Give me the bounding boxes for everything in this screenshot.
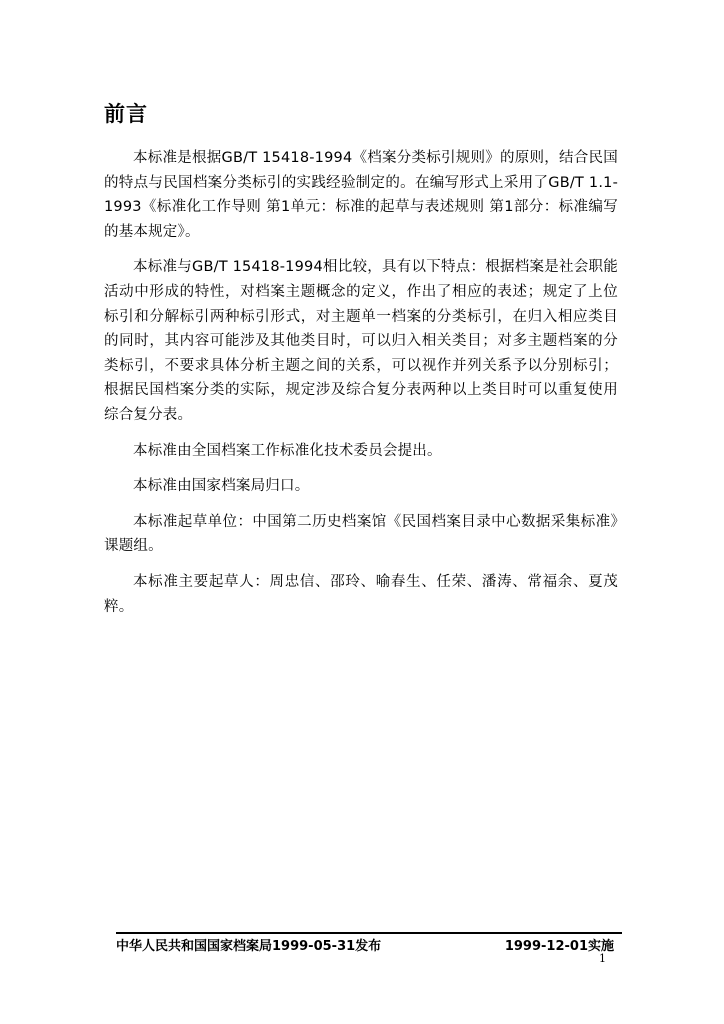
paragraph-drafters: 本标准主要起草人：周忠信、邵玲、喻春生、任荣、潘涛、常福余、夏茂粹。 bbox=[104, 573, 618, 615]
paragraph-proposer: 本标准由全国档案工作标准化技术委员会提出。 bbox=[133, 442, 442, 459]
footer-effective-date: 1999-12-01实施 bbox=[504, 939, 614, 954]
paragraph-administrator: 本标准由国家档案局归口。 bbox=[133, 478, 310, 495]
document-heading: 前言 bbox=[104, 102, 148, 126]
footer-divider bbox=[116, 932, 622, 934]
paragraph-basis: 本标准是根据GB/T 15418-1994《档案分类标引规则》的原则，结合民国的特点与民国档案分类标引的实践经验制定的。在编写形式上采用了GB/T 1.1-1993《标准化工作导则 第1单元：标准的起草与表述规则 第1部分：标准编写的基本规定》。 bbox=[104, 150, 618, 240]
footer-issue-info: 中华人民共和国国家档案局1999-05-31发布 bbox=[116, 939, 382, 954]
paragraph-features: 本标准与GB/T 15418-1994相比较，具有以下特点：根据档案是社会职能活动中形成的特性，对档案主题概念的定义，作出了相应的表述；规定了上位标引和分解标引两种标引形式，对主题单一档案的分类标引，在归入相应类目的同时，其内容可能涉及其他类目时，可以归入相关类目；对多主题档案的分类标引，不要求具体分析主题之间的关系，可以视作并列关系予以分别标引；根据民国档案分类的实际，规定涉及综合复分表两种以上类目时可以重复使用综合复分表。 bbox=[104, 259, 618, 423]
document-body bbox=[104, 146, 618, 630]
page-number: 1 bbox=[599, 952, 606, 965]
paragraph-drafting-unit: 本标准起草单位：中国第二历史档案馆《民国档案目录中心数据采集标准》课题组。 bbox=[104, 513, 618, 555]
